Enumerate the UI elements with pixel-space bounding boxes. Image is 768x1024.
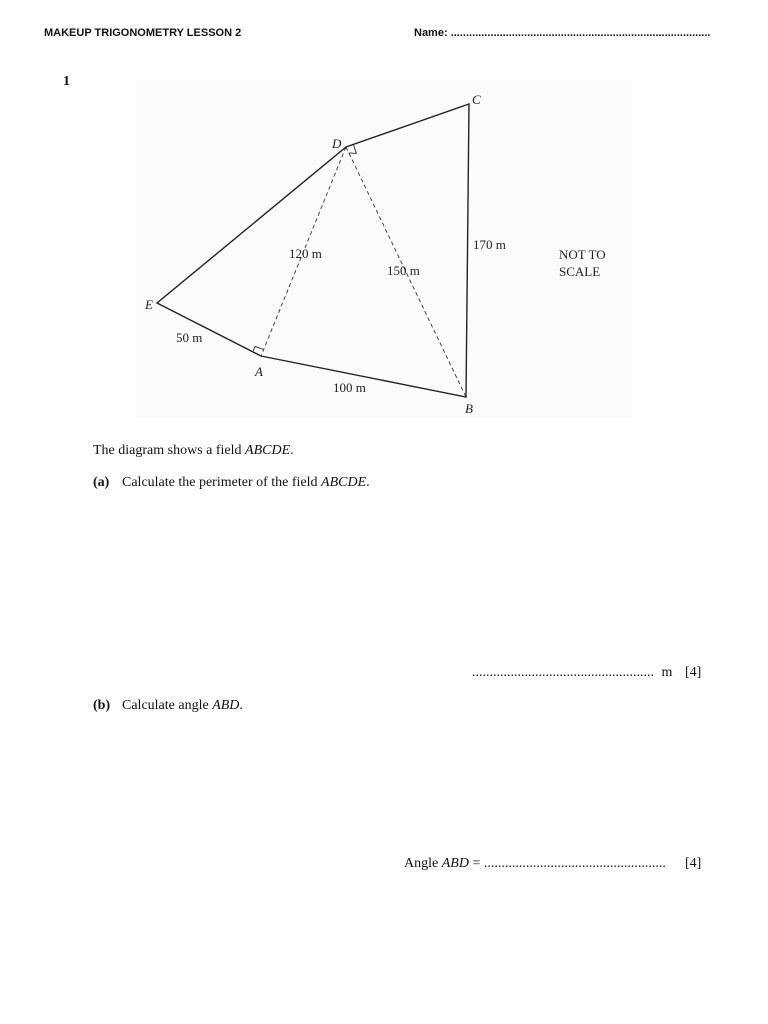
- vertex-label-c: C: [472, 92, 481, 107]
- field-diagram-svg: [136, 80, 632, 418]
- part-b-marks: [4]: [685, 856, 702, 871]
- vertex-label-d: D: [332, 136, 342, 151]
- length-label-bd: 150 m: [387, 263, 420, 278]
- part-a-label: (a): [93, 475, 110, 490]
- worksheet-title: MAKEUP TRIGONOMETRY LESSON 2: [44, 27, 242, 39]
- length-label-ad: 120 m: [289, 246, 322, 261]
- part-b-label: (b): [93, 698, 111, 713]
- vertex-label-b: B: [465, 401, 473, 416]
- not-to-scale-line1: NOT TO: [559, 247, 606, 262]
- length-label-ea: 50 m: [176, 330, 203, 345]
- field-diagram: [136, 80, 632, 418]
- vertex-label-a: A: [255, 364, 263, 379]
- part-a-answer-dots[interactable]: ....................................................: [472, 665, 654, 680]
- part-b-answer-dots[interactable]: ....................................................: [483, 856, 666, 871]
- part-a-answer-line[interactable]: [472, 665, 672, 681]
- vertex-label-e: E: [145, 297, 153, 312]
- part-b-prompt: (b) Calculate angle ABD.: [93, 698, 243, 713]
- part-b-answer-line[interactable]: Angle ABD = ....................................................: [404, 856, 666, 871]
- part-a-unit: m: [661, 665, 673, 680]
- length-label-bc: 170 m: [473, 237, 506, 252]
- name-field[interactable]: Name: .....................................................................................: [414, 27, 711, 39]
- not-to-scale-line2: SCALE: [559, 264, 601, 279]
- right-angle-marker-a: [253, 346, 263, 351]
- part-a-prompt: (a) Calculate the perimeter of the field ABCDE.: [93, 475, 370, 490]
- question-intro: The diagram shows a field ABCDE.: [93, 443, 294, 458]
- question-number: 1: [63, 74, 70, 89]
- part-a-marks: [4]: [685, 665, 702, 680]
- length-label-ab: 100 m: [333, 380, 366, 395]
